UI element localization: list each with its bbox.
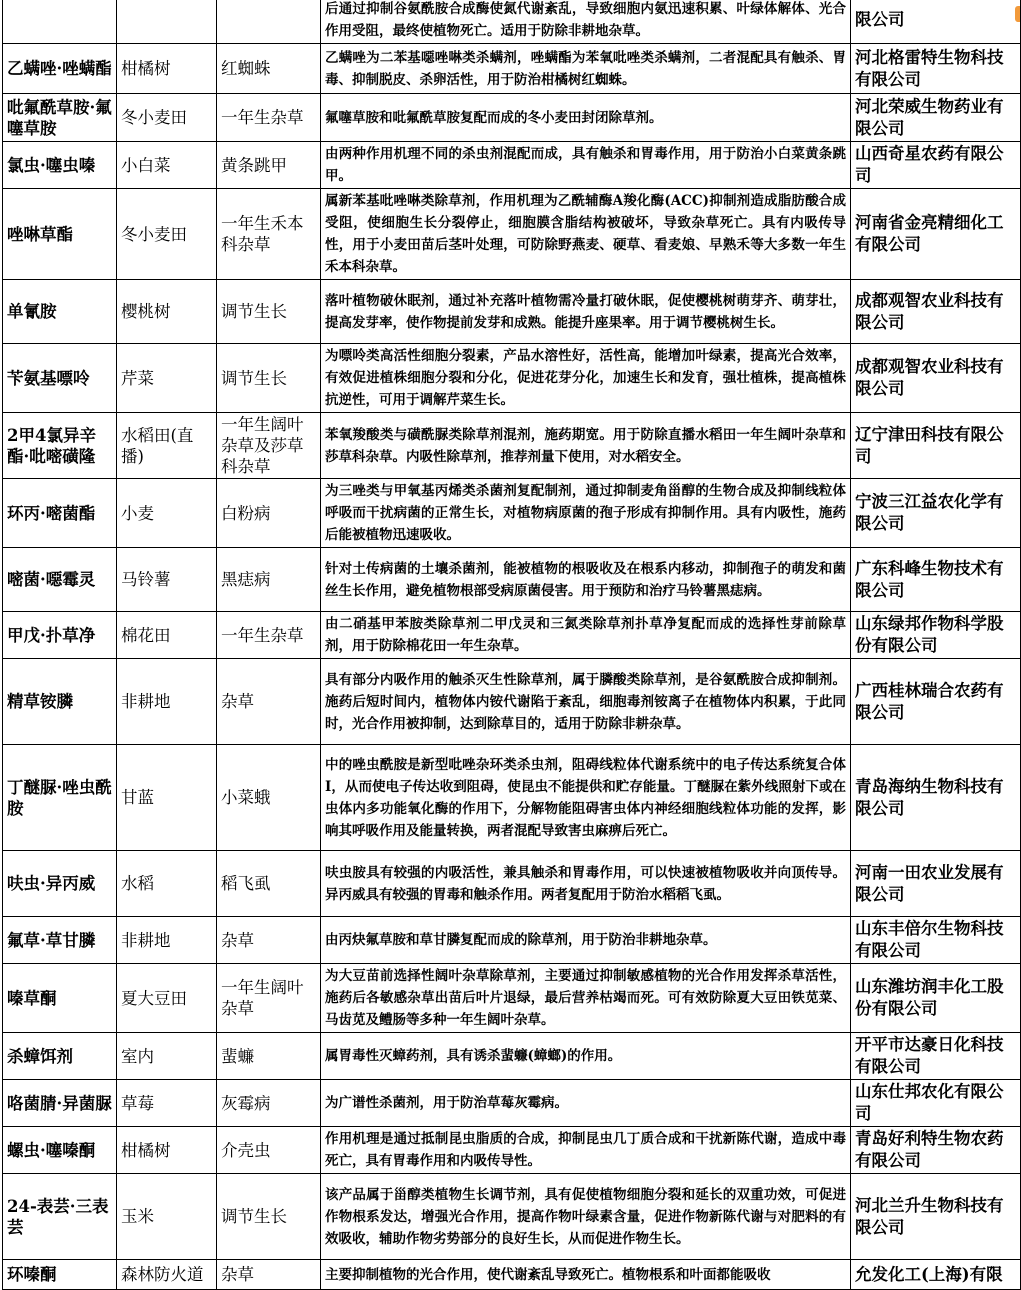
company-cell: 青岛海纳生物科技有限公司 [851, 745, 1021, 851]
product-name-cell: 吡氟酰草胺·氟噻草胺 [3, 94, 117, 142]
company-cell: 山西奇星农药有限公司 [851, 142, 1021, 189]
table-row [3, 1127, 1021, 1174]
product-name-cell: 环嗪酮 [3, 1260, 117, 1290]
company-cell: 山东丰倍尔生物科技有限公司 [851, 917, 1021, 964]
product-name-cell: 乙螨唑·唑螨酯 [3, 44, 117, 94]
description-cell: 为广谱性杀菌剂，用于防治草莓灰霉病。 [321, 1080, 851, 1127]
crop-cell: 森林防火道 [117, 1260, 217, 1290]
description-cell: 乙螨唑为二苯基噁唑啉类杀螨剂，唑螨酯为苯氧吡唑类杀螨剂，二者混配具有触杀、胃毒、抑制脱皮、杀卵活性，用于防治柑橘树红蜘蛛。 [321, 44, 851, 94]
crop-cell: 樱桃树 [117, 280, 217, 344]
company-cell: 限公司 [851, 0, 1021, 44]
crop-cell: 草莓 [117, 1080, 217, 1127]
table-row [3, 612, 1021, 659]
product-name-cell: 嗪草酮 [3, 964, 117, 1033]
product-name-cell: 丁醚脲·唑虫酰胺 [3, 745, 117, 851]
company-cell: 河南省金亮精细化工有限公司 [851, 189, 1021, 280]
description-cell: 针对土传病菌的土壤杀菌剂，能被植物的根吸收及在根系内移动，抑制孢子的萌发和菌丝生长作用，避免植物根部受病原菌侵害。用于预防和治疗马铃薯黑痣病。 [321, 548, 851, 612]
target-cell: 黄条跳甲 [217, 142, 321, 189]
description-cell: 中的唑虫酰胺是新型吡唑杂环类杀虫剂，阻碍线粒体代谢系统中的电子传达系统复合体I，从而使电子传达收到阻碍，使昆虫不能提供和贮存能量。丁醚脲在紫外线照射下或在虫体内多功能氧化酶的作用下，分解物能阻碍害虫体内神经细胞线粒体功能的发挥，影响其呼吸作用及能量转换，两者混配导致害虫麻痹后死亡。 [321, 745, 851, 851]
company-cell: 山东仕邦农化有限公司 [851, 1080, 1021, 1127]
company-cell: 河北格雷特生物科技有限公司 [851, 44, 1021, 94]
crop-cell: 玉米 [117, 1174, 217, 1260]
description-cell: 为三唑类与甲氧基丙烯类杀菌剂复配制剂，通过抑制麦角甾醇的生物合成及抑制线粒体呼吸而干扰病菌的正常生长，对植物病原菌的孢子形成有抑制作用。具有内吸性，施药后能被植物迅速吸收。 [321, 479, 851, 548]
target-cell: 白粉病 [217, 479, 321, 548]
table-row [3, 344, 1021, 413]
table-row [3, 0, 1021, 44]
product-name-cell: 环丙·嘧菌酯 [3, 479, 117, 548]
product-name-cell: 单氰胺 [3, 280, 117, 344]
company-cell: 辽宁津田科技有限公司 [851, 413, 1021, 479]
table-row [3, 1080, 1021, 1127]
company-cell: 山东绿邦作物科学股份有限公司 [851, 612, 1021, 659]
table-row [3, 94, 1021, 142]
description-cell: 为大豆苗前选择性阔叶杂草除草剂，主要通过抑制敏感植物的光合作用发挥杀草活性，施药后各敏感杂草出苗后叶片退绿，最后营养枯竭而死。可有效防除夏大豆田铁苋菜、马齿苋及鳢肠等多种一年生阔叶杂草。 [321, 964, 851, 1033]
table-row [3, 479, 1021, 548]
company-cell: 河南一田农业发展有限公司 [851, 851, 1021, 917]
table-row [3, 745, 1021, 851]
table-row [3, 659, 1021, 745]
target-cell: 稻飞虱 [217, 851, 321, 917]
company-cell: 允发化工(上海)有限 [851, 1260, 1021, 1290]
description-cell: 作用机理是通过抵制昆虫脂质的合成，抑制昆虫几丁质合成和干扰新陈代谢，造成中毒死亡，具有胃毒作用和内吸传导性。 [321, 1127, 851, 1174]
target-cell: 红蜘蛛 [217, 44, 321, 94]
description-cell: 主要抑制植物的光合作用，使代谢紊乱导致死亡。植物根系和叶面都能吸收 [321, 1260, 851, 1290]
product-name-cell: 咯菌腈·异菌脲 [3, 1080, 117, 1127]
description-cell: 后通过抑制谷氨酰胺合成酶使氮代谢紊乱，导致细胞内氨迅速积累、叶绿体解体、光合作用受阻，最终使植物死亡。适用于防除非耕地杂草。 [321, 0, 851, 44]
crop-cell: 非耕地 [117, 917, 217, 964]
company-cell: 山东潍坊润丰化工股份有限公司 [851, 964, 1021, 1033]
target-cell: 调节生长 [217, 1174, 321, 1260]
description-cell: 由二硝基甲苯胺类除草剂二甲戊灵和三氮类除草剂扑草净复配而成的选择性芽前除草剂，用于防除棉花田一年生杂草。 [321, 612, 851, 659]
table-row [3, 1174, 1021, 1260]
crop-cell: 小白菜 [117, 142, 217, 189]
product-name-cell: 呋虫·异丙威 [3, 851, 117, 917]
description-cell: 氟噻草胺和吡氟酰草胺复配而成的冬小麦田封闭除草剂。 [321, 94, 851, 142]
company-cell: 开平市达豪日化科技有限公司 [851, 1033, 1021, 1080]
product-name-cell: 精草铵膦 [3, 659, 117, 745]
crop-cell: 马铃薯 [117, 548, 217, 612]
table-row [3, 548, 1021, 612]
crop-cell: 冬小麦田 [117, 189, 217, 280]
target-cell: 杂草 [217, 917, 321, 964]
table-row [3, 142, 1021, 189]
table-row [3, 964, 1021, 1033]
description-cell: 该产品属于甾醇类植物生长调节剂，具有促使植物细胞分裂和延长的双重功效，可促进作物根系发达，增强光合作用，提高作物叶绿素含量，促进作物新陈代谢与对肥料的有效吸收，辅助作物劣势部分的良好生长，从而促进作物生长。 [321, 1174, 851, 1260]
company-cell: 河北荣威生物药业有限公司 [851, 94, 1021, 142]
product-name-cell: 嘧菌·噁霉灵 [3, 548, 117, 612]
crop-cell: 冬小麦田 [117, 94, 217, 142]
crop-cell [117, 0, 217, 44]
target-cell: 一年生阔叶杂草及莎草科杂草 [217, 413, 321, 479]
product-name-cell: 唑啉草酯 [3, 189, 117, 280]
crop-cell: 夏大豆田 [117, 964, 217, 1033]
company-cell: 成都观智农业科技有限公司 [851, 280, 1021, 344]
table-row [3, 189, 1021, 280]
product-name-cell: 24-表芸·三表芸 [3, 1174, 117, 1260]
crop-cell: 芹菜 [117, 344, 217, 413]
product-name-cell: 杀蟑饵剂 [3, 1033, 117, 1080]
company-cell: 青岛好利特生物农药有限公司 [851, 1127, 1021, 1174]
table-row [3, 917, 1021, 964]
crop-cell: 棉花田 [117, 612, 217, 659]
crop-cell: 柑橘树 [117, 1127, 217, 1174]
description-cell: 属胃毒性灭蟑药剂，具有诱杀蜚蠊(蟑螂)的作用。 [321, 1033, 851, 1080]
product-name-cell: 氟草·草甘膦 [3, 917, 117, 964]
crop-cell: 甘蓝 [117, 745, 217, 851]
target-cell: 一年生杂草 [217, 612, 321, 659]
description-cell: 落叶植物破休眠剂，通过补充落叶植物需冷量打破休眠，促使樱桃树萌芽齐、萌芽壮，提高发芽率，使作物提前发芽和成熟。能提升座果率。用于调节樱桃树生长。 [321, 280, 851, 344]
target-cell: 调节生长 [217, 344, 321, 413]
target-cell: 介壳虫 [217, 1127, 321, 1174]
product-name-cell: 2甲4氯异辛酯·吡嘧磺隆 [3, 413, 117, 479]
table-body [3, 0, 1021, 1290]
pesticide-registration-table [2, 0, 1021, 1290]
company-cell: 成都观智农业科技有限公司 [851, 344, 1021, 413]
crop-cell: 水稻 [117, 851, 217, 917]
company-cell: 河北兰升生物科技有限公司 [851, 1174, 1021, 1260]
target-cell [217, 0, 321, 44]
product-name-cell: 甲戊·扑草净 [3, 612, 117, 659]
company-cell: 宁波三江益农化学有限公司 [851, 479, 1021, 548]
description-cell: 为嘌呤类高活性细胞分裂素，产品水溶性好，活性高，能增加叶绿素，提高光合效率，有效促进植株细胞分裂和分化，促进花芽分化，加速生长和发育，强壮植株，提高植株抗逆性，可用于调解芹菜生长。 [321, 344, 851, 413]
target-cell: 调节生长 [217, 280, 321, 344]
company-cell: 广东科峰生物技术有限公司 [851, 548, 1021, 612]
crop-cell: 室内 [117, 1033, 217, 1080]
table-row [3, 1260, 1021, 1290]
table-row [3, 280, 1021, 344]
table-row [3, 413, 1021, 479]
target-cell: 蜚蠊 [217, 1033, 321, 1080]
description-cell: 具有部分内吸作用的触杀灭生性除草剂，属于膦酸类除草剂，是谷氨酰胺合成抑制剂。施药后短时间内，植物体内铵代谢陷于紊乱，细胞毒剂铵离子在植物体内积累，于此同时，光合作用被抑制，达到除草目的，适用于防除非耕杂草。 [321, 659, 851, 745]
description-cell: 苯氧羧酸类与磺酰脲类除草剂混剂，施药期宽。用于防除直播水稻田一年生阔叶杂草和莎草科杂草。内吸性除草剂，推荐剂量下使用，对水稻安全。 [321, 413, 851, 479]
product-name-cell: 螺虫·噻嗪酮 [3, 1127, 117, 1174]
description-cell: 由丙炔氟草胺和草甘膦复配而成的除草剂，用于防治非耕地杂草。 [321, 917, 851, 964]
crop-cell: 小麦 [117, 479, 217, 548]
target-cell: 小菜蛾 [217, 745, 321, 851]
table-row [3, 851, 1021, 917]
target-cell: 一年生杂草 [217, 94, 321, 142]
target-cell: 一年生阔叶杂草 [217, 964, 321, 1033]
description-cell: 呋虫胺具有较强的内吸活性，兼具触杀和胃毒作用，可以快速被植物吸收并向顶传导。异丙威具有较强的胃毒和触杀作用。两者复配用于防治水稻稻飞虱。 [321, 851, 851, 917]
crop-cell: 柑橘树 [117, 44, 217, 94]
description-cell: 属新苯基吡唑啉类除草剂，作用机理为乙酰辅酶A羧化酶(ACC)抑制剂造成脂肪酸合成受阻，使细胞生长分裂停止，细胞膜含脂结构被破坏，导致杂草死亡。具有内吸传导性，用于小麦田苗后茎叶处理，可防除野燕麦、硬草、看麦娘、早熟禾等大多数一年生禾本科杂草。 [321, 189, 851, 280]
target-cell: 杂草 [217, 1260, 321, 1290]
target-cell: 杂草 [217, 659, 321, 745]
company-cell: 广西桂林瑞合农药有限公司 [851, 659, 1021, 745]
description-cell: 由两种作用机理不同的杀虫剂混配而成，具有触杀和胃毒作用，用于防治小白菜黄条跳甲。 [321, 142, 851, 189]
crop-cell: 非耕地 [117, 659, 217, 745]
crop-cell: 水稻田(直播) [117, 413, 217, 479]
target-cell: 灰霉病 [217, 1080, 321, 1127]
table-row [3, 1033, 1021, 1080]
product-name-cell [3, 0, 117, 44]
target-cell: 一年生禾本科杂草 [217, 189, 321, 280]
table-row [3, 44, 1021, 94]
product-name-cell: 氯虫·噻虫嗪 [3, 142, 117, 189]
product-name-cell: 苄氨基嘌呤 [3, 344, 117, 413]
target-cell: 黑痣病 [217, 548, 321, 612]
